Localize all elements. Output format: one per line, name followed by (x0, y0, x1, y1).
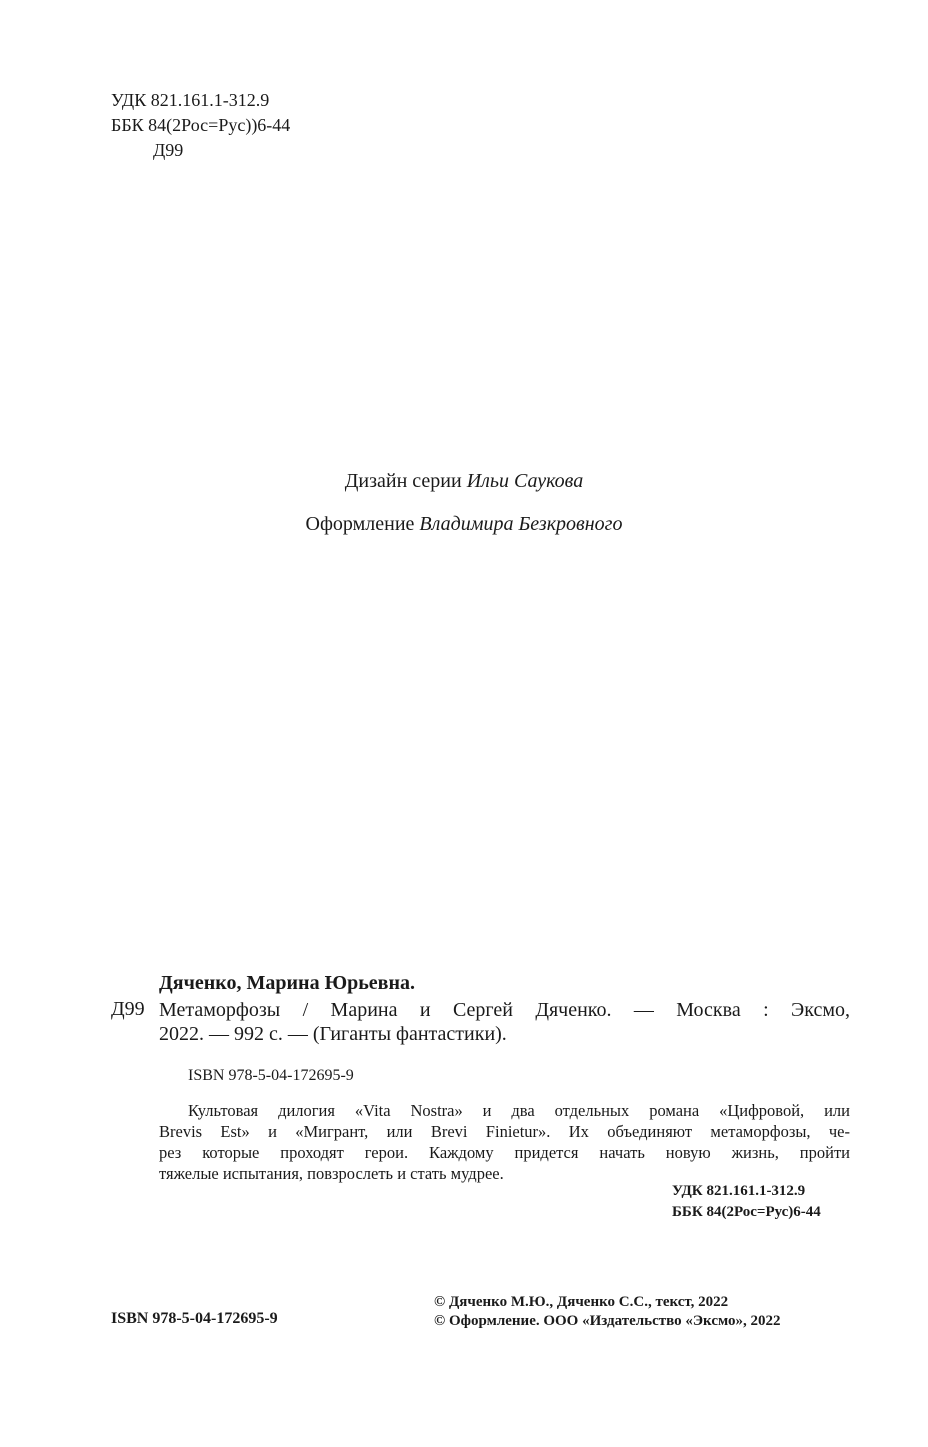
annotation (159, 1100, 850, 1184)
series-design-credit (0, 470, 928, 493)
series-design-label: Дизайн серии (344, 470, 462, 492)
classification-block (111, 88, 290, 163)
right-bbk: ББК 84(2Рос=Рус)6-44 (672, 1204, 821, 1220)
series-design-name: Ильи Саукова (466, 470, 584, 492)
bib-description (159, 998, 850, 1046)
copyright-text: © Дяченко М.Ю., Дяченко С.С., текст, 2022 (434, 1294, 729, 1310)
bib-line-2: 2022. — 992 с. — (Гиганты фантастики). (159, 1023, 507, 1045)
layout-name: Владимира Безкровного (419, 513, 623, 535)
author-sign: Д99 (153, 140, 184, 160)
layout-credit (0, 513, 928, 536)
bbk-code: ББК 84(2Рос=Рус))6-44 (111, 115, 291, 135)
udk-code: УДК 821.161.1-312.9 (111, 90, 270, 110)
annotation-line: рез которые проходят герои. Каждому придется начать новую жизнь, пройти (159, 1143, 850, 1162)
copyright-design: © Оформление. ООО «Издательство «Эксмо», 2022 (434, 1313, 781, 1329)
layout-label: Оформление (305, 513, 415, 535)
annotation-line: тяжелые испытания, повзрослеть и стать мудрее. (159, 1164, 504, 1183)
bib-author-sign: Д99 (111, 998, 145, 1020)
annotation-line: Brevis Est» и «Мигрант, или Brevi Finietur». Их объединяют метаморфозы, че- (159, 1122, 850, 1141)
bib-isbn: ISBN 978-5-04-172695-9 (188, 1067, 354, 1084)
bib-line-1: Метаморфозы / Марина и Сергей Дяченко. — Москва : Эксмо, (159, 999, 850, 1021)
right-classification (672, 1181, 821, 1223)
annotation-line: Культовая дилогия «Vita Nostra» и два отдельных романа «Цифровой, или (188, 1101, 850, 1120)
right-udk: УДК 821.161.1-312.9 (672, 1183, 806, 1199)
copyright-block (434, 1293, 781, 1331)
footer-isbn: ISBN 978-5-04-172695-9 (111, 1310, 278, 1327)
bib-author: Дяченко, Марина Юрьевна. (159, 972, 415, 994)
